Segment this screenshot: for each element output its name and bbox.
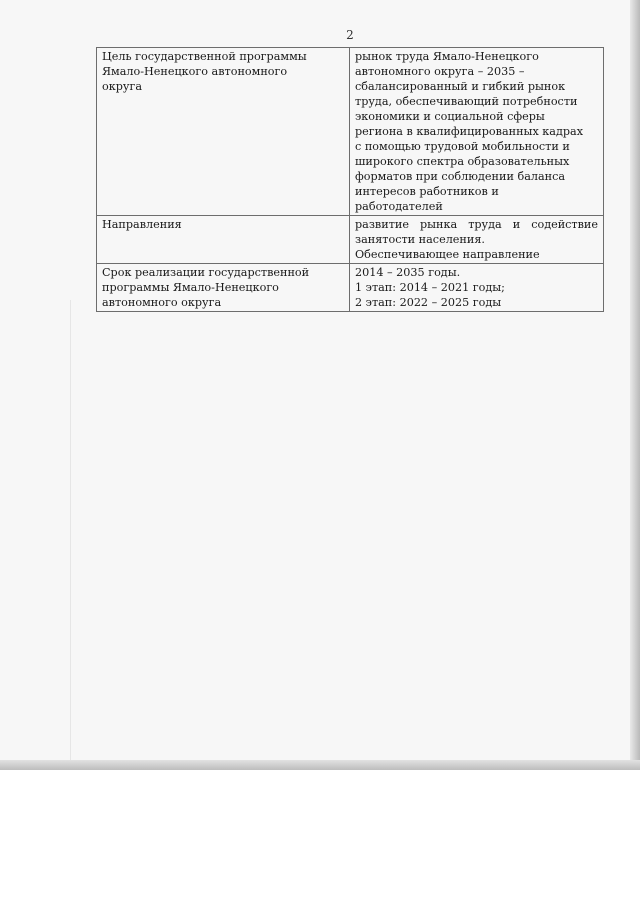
blank-margin-below-scan [0, 770, 640, 905]
value-line: 1 этап: 2014 – 2021 годы; [355, 281, 505, 294]
value-line: региона в квалифицированных кадрах [355, 125, 583, 138]
value-line: Обеспечивающее направление [355, 248, 540, 261]
label-line: Направления [102, 218, 182, 231]
label-line: автономного округа [102, 296, 222, 309]
value-line: работодателей [355, 200, 443, 213]
row-value-directions [350, 216, 604, 264]
label-line: округа [102, 80, 143, 93]
row-label-period [97, 264, 350, 312]
value-line: сбалансированный и гибкий рынок [355, 80, 566, 93]
value-line: широкого спектра образовательных [355, 155, 570, 168]
table-row [97, 216, 604, 264]
value-line: труда, обеспечивающий потребности [355, 95, 578, 108]
value-line: занятости населения. [355, 233, 485, 246]
value-line: форматов при соблюдении баланса [355, 170, 566, 183]
value-line: экономики и социальной сферы [355, 110, 545, 123]
label-line: Цель государственной программы [102, 50, 307, 63]
scan-edge-shadow [630, 0, 640, 770]
row-label-directions [97, 216, 350, 264]
row-label-goal [97, 48, 350, 216]
table-row [97, 48, 604, 216]
label-line: Ямало-Ненецкого автономного [102, 65, 288, 78]
page-number: 2 [346, 28, 354, 42]
value-line: автономного округа – 2035 – [355, 65, 525, 78]
label-line: программы Ямало-Ненецкого [102, 281, 279, 294]
scan-fold-line [70, 300, 71, 760]
row-value-goal [350, 48, 604, 216]
value-line: интересов работников и [355, 185, 499, 198]
value-line: с помощью трудовой мобильности и [355, 140, 570, 153]
value-line: 2014 – 2035 годы. [355, 266, 461, 279]
scan-bottom-edge [0, 760, 640, 770]
value-line: развитие рынка труда и содействие [355, 218, 598, 231]
label-line: Срок реализации государственной [102, 266, 310, 279]
table-row [97, 264, 604, 312]
row-value-period [350, 264, 604, 312]
value-line: рынок труда Ямало-Ненецкого [355, 50, 539, 63]
value-line: 2 этап: 2022 – 2025 годы [355, 296, 502, 309]
program-passport-table [96, 47, 604, 312]
